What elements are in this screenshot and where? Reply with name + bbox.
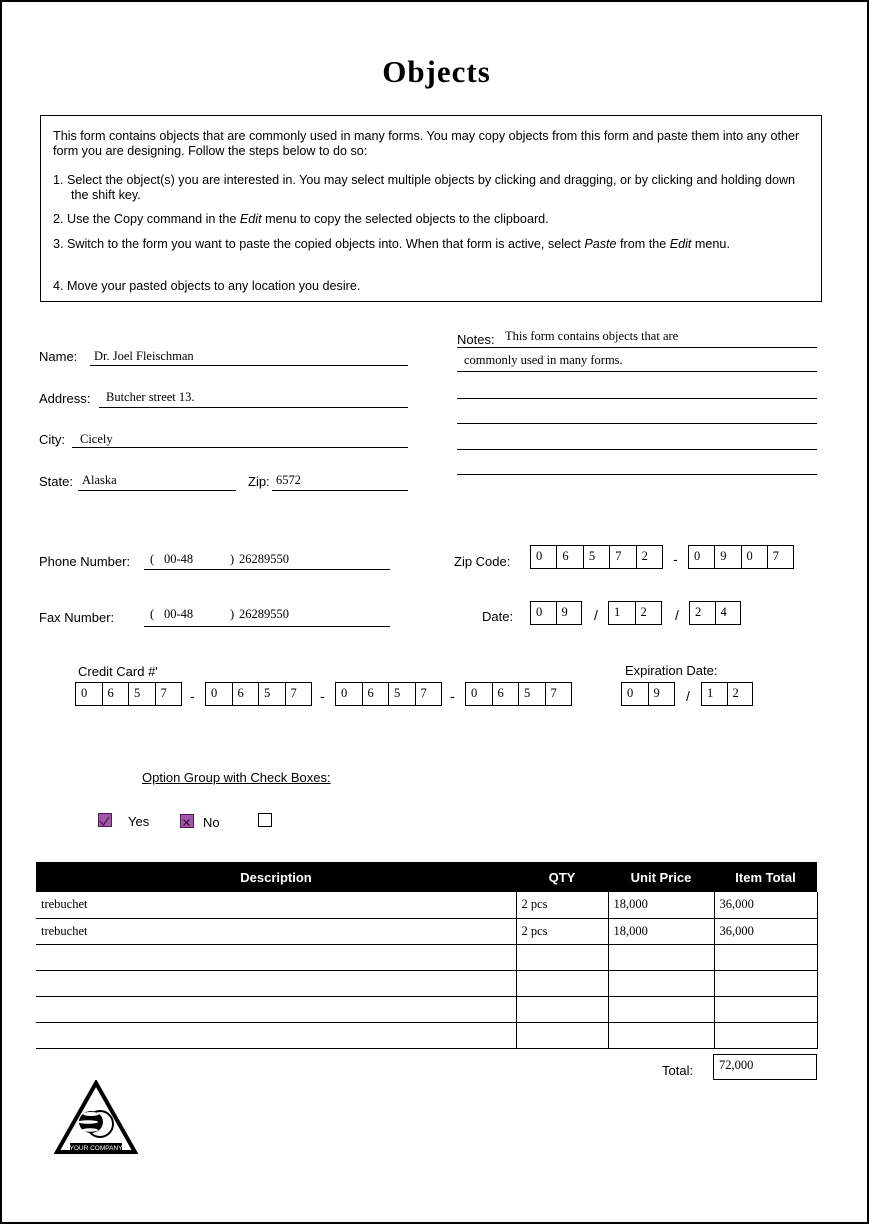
date-label: Date: [482, 609, 514, 624]
credit-card-group-3[interactable] [335, 682, 442, 706]
cell-item-total[interactable] [714, 944, 817, 970]
fax-close-paren: ) [230, 607, 235, 621]
credit-card-label: Credit Card #' [78, 664, 158, 679]
digit-cell: 6 [233, 683, 260, 705]
phone-open-paren: ( [150, 552, 155, 566]
page-title: Objects [382, 54, 491, 89]
instructions-intro: This form contains objects that are commonly used in many forms. You may copy objects from this form and paste them into any other form you are designing. Follow the steps below to do so: [53, 129, 800, 158]
address-label: Address: [39, 391, 91, 406]
table-row [36, 970, 817, 996]
zipcode-part-1[interactable] [530, 545, 663, 569]
zipcode-part-2[interactable] [688, 545, 794, 569]
digit-cell: 0 [531, 546, 557, 568]
notes-underline-1 [457, 347, 817, 348]
column-header-item-total: Item Total [714, 862, 817, 892]
digit-cell: 5 [389, 683, 416, 705]
digit-cell: 0 [689, 546, 715, 568]
yes-label: Yes [128, 814, 150, 829]
city-underline [72, 447, 408, 448]
credit-card-dash-1: - [190, 688, 195, 704]
checkmark-icon [99, 816, 110, 827]
digit-cell: 1 [702, 683, 728, 705]
cell-unit-price[interactable] [608, 970, 714, 996]
no-checkbox[interactable] [180, 814, 194, 828]
digit-cell: 9 [715, 546, 741, 568]
digit-cell: 0 [531, 602, 557, 624]
digit-cell: 0 [336, 683, 363, 705]
phone-close-paren: ) [230, 552, 235, 566]
notes-underline-6 [457, 474, 817, 475]
digit-cell: 6 [103, 683, 130, 705]
table-row [36, 918, 817, 944]
phone-number[interactable]: 26289550 [239, 552, 289, 566]
digit-cell: 9 [561, 605, 568, 619]
cell-description[interactable] [36, 970, 516, 996]
cell-qty[interactable] [516, 944, 608, 970]
expiration-slash: / [686, 688, 690, 704]
cell-unit-price[interactable]: 18,000 [608, 918, 714, 944]
cell-unit-price[interactable]: 18,000 [608, 892, 714, 918]
column-header-unit-price: Unit Price [608, 862, 714, 892]
digit-cell: 1 [609, 602, 636, 624]
credit-card-dash-2: - [320, 688, 325, 704]
digit-cell: 7 [420, 686, 427, 700]
cell-qty[interactable] [516, 996, 608, 1022]
total-label: Total: [662, 1063, 694, 1078]
logo-text: YOUR COMPANY [69, 1145, 123, 1152]
digit-cell: 9 [653, 686, 660, 700]
fax-area-code[interactable]: 00-48 [164, 607, 194, 621]
fax-number[interactable]: 26289550 [239, 607, 289, 621]
digit-cell: 2 [690, 602, 716, 624]
digit-cell: 2 [641, 549, 648, 563]
phone-label: Phone Number: [39, 554, 131, 569]
digit-cell: 2 [640, 605, 647, 619]
digit-cell: 7 [772, 549, 779, 563]
digit-cell: 7 [610, 546, 636, 568]
credit-card-group-2[interactable] [205, 682, 312, 706]
yes-checkbox[interactable] [98, 813, 112, 827]
instructions-step-2: 2. Use the Copy command in the Edit menu to copy the selected objects to the clipboard. [53, 212, 549, 226]
cell-description[interactable]: trebuchet [36, 918, 516, 944]
notes-underline-4 [457, 423, 817, 424]
instructions-step-1: 1. Select the object(s) you are interested in. You may select multiple objects by clicking and dragging, or by clicking and holding down the shift key. [53, 173, 796, 202]
zip-label: Zip: [248, 474, 270, 489]
credit-card-group-4[interactable] [465, 682, 572, 706]
digit-cell: 0 [742, 546, 768, 568]
digit-cell: 7 [290, 686, 297, 700]
digit-cell: 0 [76, 683, 103, 705]
no-label: No [203, 815, 220, 830]
expiration-month[interactable] [621, 682, 675, 706]
notes-label: Notes: [457, 332, 495, 347]
table-row [36, 892, 817, 918]
digit-cell: 6 [493, 683, 520, 705]
state-label: State: [39, 474, 73, 489]
cell-qty[interactable]: 2 pcs [516, 892, 608, 918]
notes-underline-2 [457, 371, 817, 372]
digit-cell: 2 [732, 686, 739, 700]
zip-underline [272, 490, 408, 491]
fax-open-paren: ( [150, 607, 155, 621]
credit-card-dash-3: - [450, 688, 455, 704]
fax-underline [144, 626, 390, 627]
cell-item-total[interactable]: 36,000 [714, 892, 817, 918]
cell-item-total[interactable] [714, 970, 817, 996]
digit-cell: 0 [622, 683, 649, 705]
cell-item-total[interactable] [714, 1022, 817, 1048]
table-row [36, 944, 817, 970]
digit-cell: 0 [206, 683, 233, 705]
option-group-title: Option Group with Check Boxes: [142, 770, 331, 785]
name-underline [90, 365, 408, 366]
name-label: Name: [39, 349, 78, 364]
digit-cell: 5 [259, 683, 286, 705]
date-slash-1: / [594, 607, 598, 623]
cell-item-total[interactable]: 36,000 [714, 918, 817, 944]
cell-unit-price[interactable] [608, 1022, 714, 1048]
expiration-label: Expiration Date: [625, 663, 718, 678]
x-mark-icon [181, 817, 192, 828]
digit-cell: 6 [557, 546, 583, 568]
phone-area-code[interactable]: 00-48 [164, 552, 194, 566]
instructions-box [40, 115, 822, 302]
cell-qty[interactable] [516, 970, 608, 996]
address-underline [99, 407, 408, 408]
company-logo [54, 1080, 138, 1154]
total-value[interactable]: 72,000 [713, 1054, 817, 1080]
digit-cell: 7 [550, 686, 557, 700]
cell-description[interactable] [36, 944, 516, 970]
date-year[interactable] [689, 601, 741, 625]
notes-underline-5 [457, 449, 817, 450]
table-row [36, 996, 817, 1022]
notes-underline-3 [457, 398, 817, 399]
column-header-qty: QTY [516, 862, 608, 892]
cell-description[interactable] [36, 1022, 516, 1048]
cell-qty[interactable]: 2 pcs [516, 918, 608, 944]
zip-field[interactable]: 6572 [276, 473, 301, 487]
date-month[interactable] [608, 601, 662, 625]
column-header-description: Description [36, 862, 516, 892]
instructions-step-4: 4. Move your pasted objects to any location you desire. [53, 279, 361, 293]
table-row [36, 1022, 817, 1048]
state-field[interactable]: Alaska [82, 473, 117, 487]
city-label: City: [39, 432, 65, 447]
address-field[interactable]: Butcher street 13. [106, 390, 195, 404]
phone-underline [144, 569, 390, 570]
state-underline [78, 490, 236, 491]
cell-unit-price[interactable] [608, 996, 714, 1022]
credit-card-group-1[interactable] [75, 682, 182, 706]
digit-cell: 5 [519, 683, 546, 705]
notes-line-1[interactable]: This form contains objects that are [505, 329, 679, 343]
date-day[interactable] [530, 601, 582, 625]
cell-description[interactable] [36, 996, 516, 1022]
date-slash-2: / [675, 607, 679, 623]
items-table [36, 862, 818, 1049]
digit-cell: 5 [584, 546, 610, 568]
notes-line-2[interactable]: commonly used in many forms. [464, 353, 623, 367]
cell-description[interactable]: trebuchet [36, 892, 516, 918]
name-field[interactable]: Dr. Joel Fleischman [94, 349, 194, 363]
city-field[interactable]: Cicely [80, 432, 113, 446]
third-checkbox[interactable] [258, 813, 272, 827]
cell-item-total[interactable] [714, 996, 817, 1022]
table-header-row [36, 862, 817, 892]
digit-cell: 7 [160, 686, 167, 700]
cell-qty[interactable] [516, 1022, 608, 1048]
instructions-step-3: 3. Switch to the form you want to paste the copied objects into. When that form is active, select Paste from the Edit menu. [53, 237, 730, 251]
digit-cell: 0 [466, 683, 493, 705]
digit-cell: 4 [720, 605, 727, 619]
cell-unit-price[interactable] [608, 944, 714, 970]
digit-cell: 6 [363, 683, 390, 705]
zipcode-label: Zip Code: [454, 554, 511, 569]
expiration-year[interactable] [701, 682, 753, 706]
fax-label: Fax Number: [39, 610, 115, 625]
zipcode-dash: - [673, 551, 678, 567]
digit-cell: 5 [129, 683, 156, 705]
